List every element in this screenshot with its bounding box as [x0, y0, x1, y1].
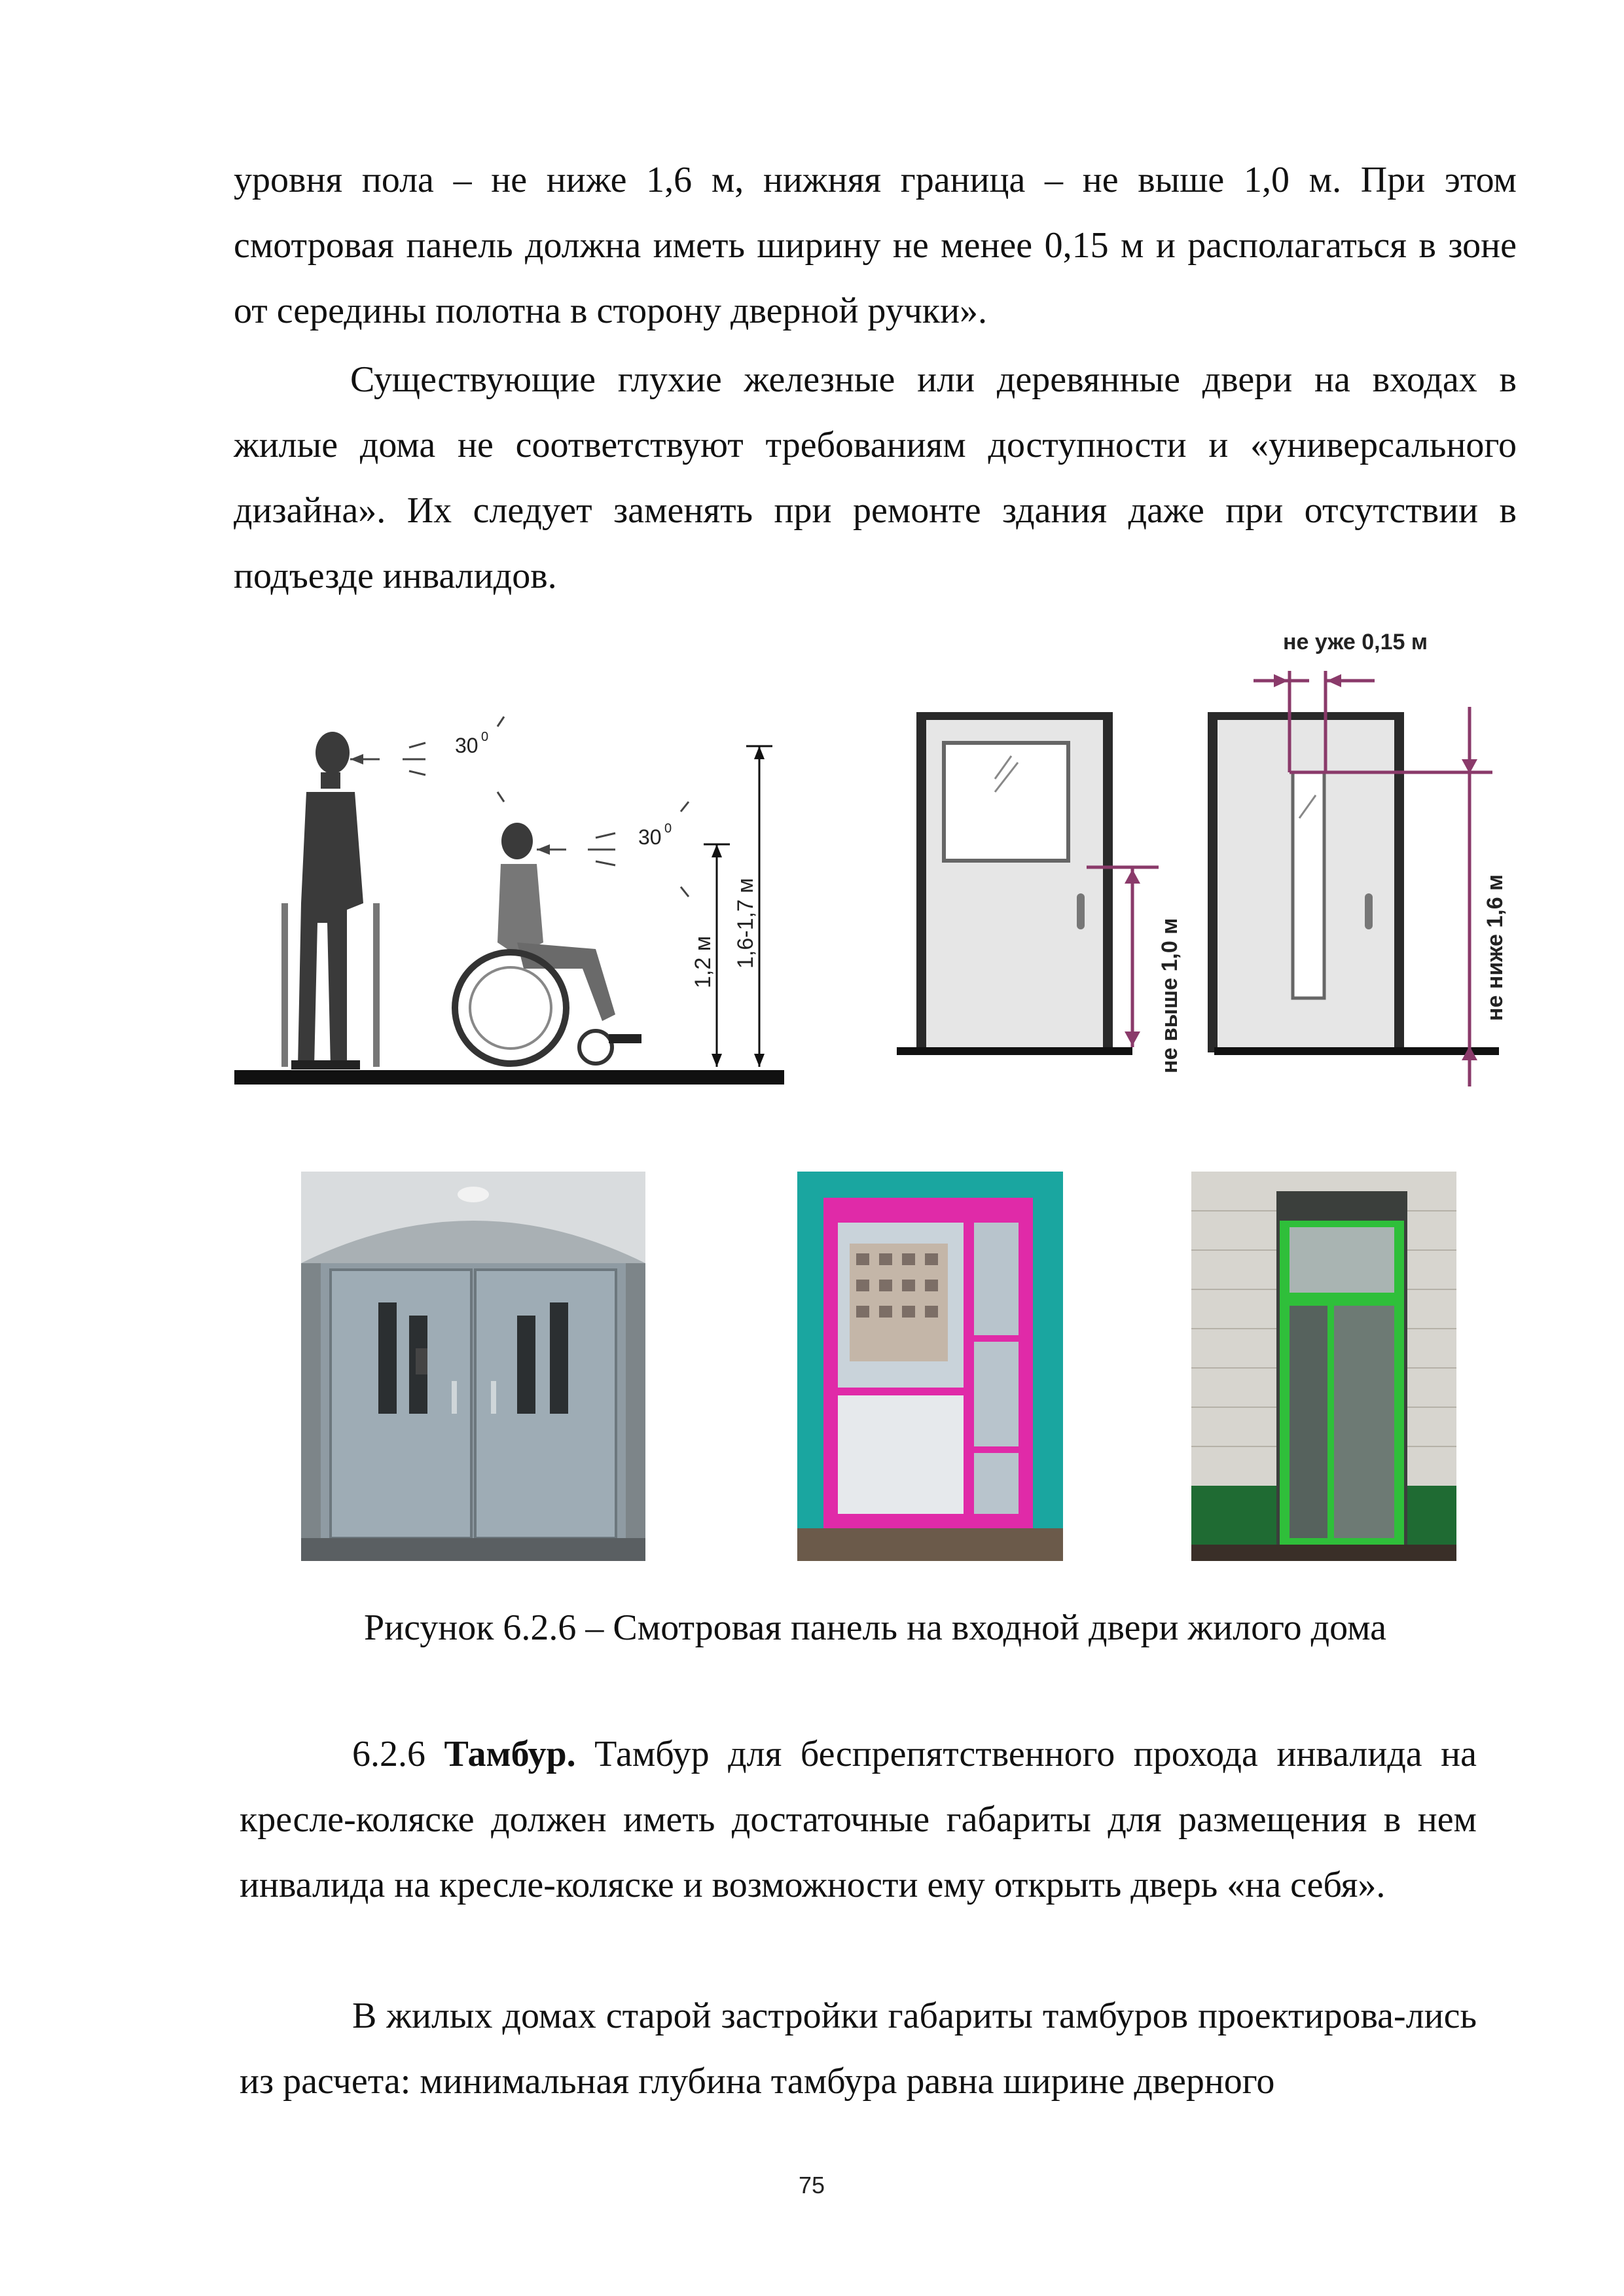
floor-line: [234, 1070, 784, 1085]
wheelchair-user-figure: [455, 823, 641, 1064]
paragraph-viewing-panel-requirements: уровня пола – не ниже 1,6 м, нижняя граница – не выше 1,0 м. При этом смотровая панель должна иметь ширину не менее 0,15 м и располагаться в зоне от середины полотна в сторону дверной ручки».: [234, 160, 1517, 331]
paragraph-vestibule-text: Тамбур для беспрепятственного прохода инвалида на кресле-коляске должен иметь достаточные габариты для размещения в нем инвалида на кресле-коляске и возможности ему открыть дверь «на себя».: [240, 1734, 1477, 1905]
door1-handle-icon: [1077, 893, 1085, 929]
door1-arrow-bottom: [1125, 1031, 1140, 1046]
degree-mark-standing: 0: [481, 730, 489, 744]
vision-cone-wheelchair: [537, 802, 689, 897]
page-number: 75: [798, 2172, 825, 2198]
section-number: 6.2.6: [352, 1734, 425, 1774]
grey-double-door-photo: [301, 1172, 645, 1561]
door-panel-diagram: [897, 622, 1512, 1126]
door1-floor: [897, 1047, 1132, 1055]
door2-floor: [1214, 1047, 1499, 1055]
green-door-photo: [1191, 1172, 1456, 1561]
section-heading: Тамбур.: [444, 1734, 576, 1774]
paragraph-existing-doors-text: Существующие глухие железные или деревянные двери на входах в жилые дома не соответствуют требованиям доступности и «универсального дизайна». Их следует заменять при ремонте здания даже при отсутствии в подъезде инвалидов.: [234, 359, 1517, 596]
paragraph-old-buildings-text: В жилых домах старой застройки габариты тамбуров проектирова-лись из расчета: минимальная глубина тамбура равна ширине дверного: [240, 1996, 1477, 2102]
angle-label-standing: 30: [455, 734, 478, 757]
arrow-head-standing: [350, 754, 363, 764]
arrow-head-wheelchair: [537, 844, 550, 855]
grey-double-steel-door-photo-icon: [301, 1172, 645, 1561]
standing-person-figure: [281, 732, 380, 1069]
door2-handle-icon: [1365, 893, 1373, 929]
paragraph-old-buildings: [240, 1983, 1477, 2114]
magenta-door-photo: [797, 1172, 1063, 1561]
door2-width-arrow-right: [1327, 674, 1341, 687]
height-label-high: 1,6-1,7 м: [733, 878, 758, 969]
door2-width-label: не уже 0,15 м: [1283, 630, 1428, 655]
door1-dimension-label: не выше 1,0 м: [1157, 918, 1182, 1073]
degree-mark-wheelchair: 0: [664, 821, 672, 836]
door1-arrow-top: [1125, 869, 1140, 884]
green-glass-door-photo-icon: [1191, 1172, 1456, 1561]
height-label-low: 1,2 м: [691, 935, 715, 988]
door1-window: [944, 743, 1068, 861]
viewing-height-diagram: [229, 707, 805, 1100]
paragraph-vestibule: [240, 1721, 1477, 1918]
door2-width-arrow-left: [1274, 674, 1288, 687]
paragraph-existing-doors: [234, 347, 1517, 609]
door2-height-label: не ниже 1,6 м: [1483, 874, 1507, 1021]
figure-caption: Рисунок 6.2.6 – Смотровая панель на входной двери жилого дома: [364, 1607, 1386, 1648]
angle-label-wheelchair: 30: [638, 825, 662, 849]
magenta-glass-door-photo-icon: [797, 1172, 1063, 1561]
